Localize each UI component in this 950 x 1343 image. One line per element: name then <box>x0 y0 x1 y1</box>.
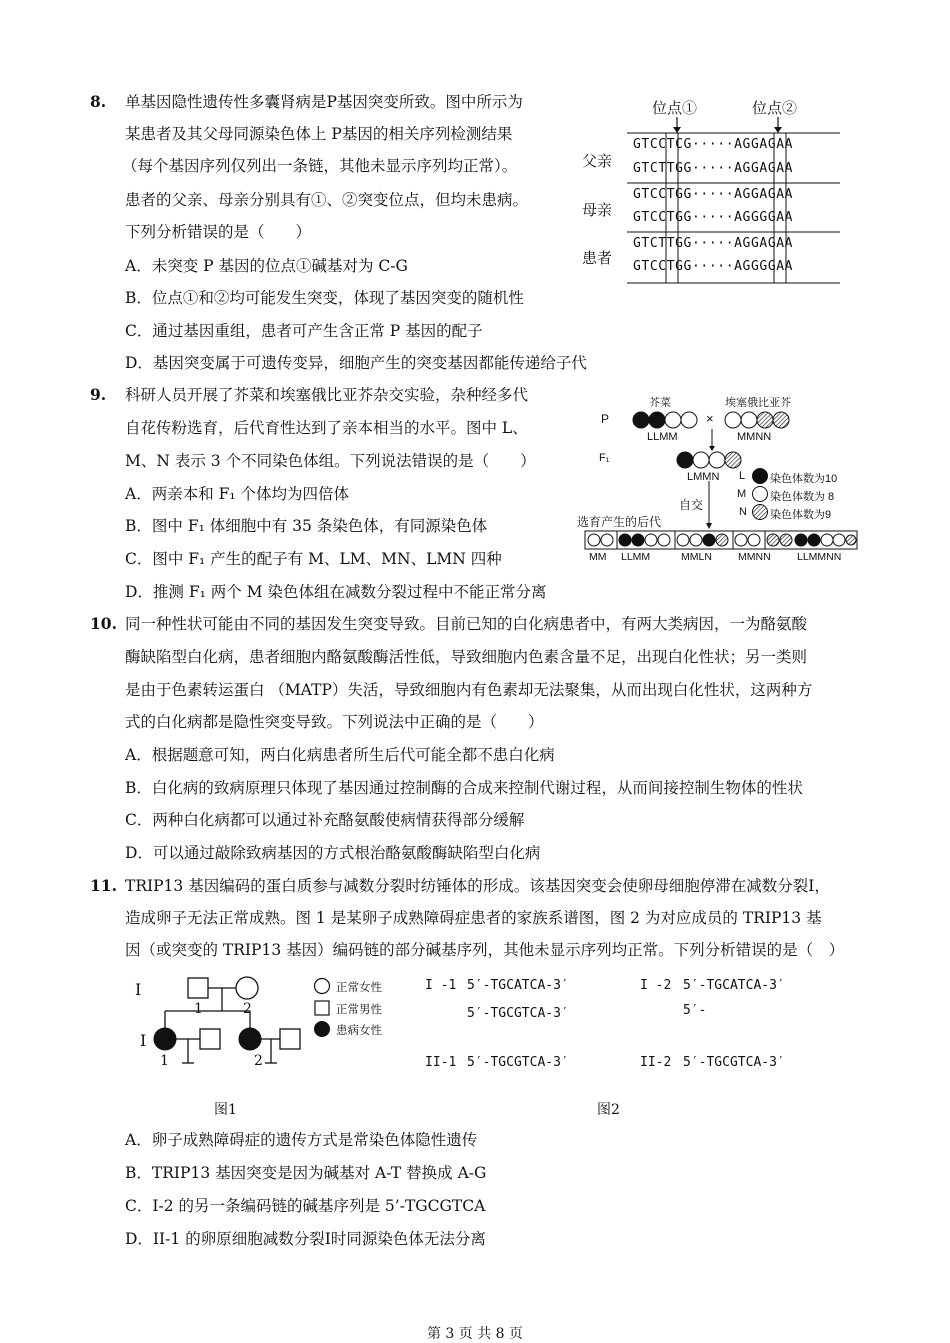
q11-option-d: D．II-1 的卵原细胞减数分裂I时同源染色体无法分离 <box>125 1230 486 1248</box>
offspring-label: MMNN <box>738 551 771 563</box>
q10-stem-line: 式的白化病都是隐性突变导致。下列说法中正确的是（ ） <box>125 713 544 731</box>
q9-option-a: A．两亲本和 F₁ 个体均为四倍体 <box>125 485 350 503</box>
q10-number: 10. <box>90 614 117 633</box>
q10-stem-line: 酶缺陷型白化病，患者细胞内酪氨酸酶活性低，导致细胞内色素含量不足，出现白化性状；另一类则 <box>125 648 808 666</box>
legend-normal-male: 正常男性 <box>336 1004 382 1016</box>
generation-two-label: I <box>140 1031 147 1050</box>
q8-stem-line: 下列分析错误的是（ ） <box>125 223 312 241</box>
q8-option-a: A．未突变 P 基因的位点①碱基对为 C-G <box>125 257 408 275</box>
legend-normal-female: 正常女性 <box>336 982 382 994</box>
q9-option-c: C．图中 F₁ 产生的配子有 M、LM、MN、LMN 四种 <box>125 550 502 568</box>
coding-sequence: 5′-TGCATCA-3′ <box>467 978 569 993</box>
sequence-row: GTCTTGG·····AGGAGAA <box>633 161 794 176</box>
member-label: I -1 <box>425 978 457 993</box>
q10-stem-line: 同一种性状可能由不同的基因发生突变导致。目前已知的白化病患者中，有两大类病因，一为酪氨酸 <box>125 615 808 633</box>
q8-stem-line: 某患者及其父母同源染色体上 P基因的相关序列检测结果 <box>125 125 513 143</box>
q10-option-c: C．两种白化病都可以通过补充酪氨酸使病情获得部分缓解 <box>125 811 525 829</box>
q11-option-c: C．I-2 的另一条编码链的碱基序列是 5’-TGCGTCA <box>125 1197 486 1215</box>
q9-number: 9. <box>90 385 107 404</box>
p-generation-label: P <box>601 412 610 426</box>
q8-option-c: C．通过基因重组，患者可产生含正常 P 基因的配子 <box>125 322 483 340</box>
q9-option-b: B．图中 F₁ 体细胞中有 35 条染色体，有同源染色体 <box>125 517 488 535</box>
mother-label: 母亲 <box>582 201 613 219</box>
member-label: I -2 <box>640 978 672 993</box>
page-footer: 第 3 页 共 8 页 <box>426 1326 524 1342</box>
legend-n: N <box>739 506 747 518</box>
offspring-title: 选育产生的后代 <box>577 515 662 529</box>
q11-option-a: A．卵子成熟障碍症的遗传方式是常染色体隐性遗传 <box>125 1131 478 1149</box>
q10-stem-line: 是由于色素转运蛋白 （MATP）失活，导致细胞内有色素却无法聚集，从而出现白化性状，这两种方 <box>125 681 813 699</box>
q9-stem-line: 自花传粉选育，后代育性达到了亲本相当的水平。图中 L、 <box>125 419 528 437</box>
generation-one-label: I <box>135 980 142 999</box>
figure2-caption: 图2 <box>597 1102 620 1118</box>
q10-option-a: A．根据题意可知，两白化病患者所生后代可能全都不患白化病 <box>125 746 555 764</box>
legend-m: M <box>737 488 747 500</box>
site2-label: 位点② <box>752 99 798 117</box>
q11-option-b: B．TRIP13 基因突变是因为碱基对 A-T 替换成 A-G <box>125 1164 487 1182</box>
q9-stem-line: 科研人员开展了芥菜和埃塞俄比亚芥杂交实验，杂种经多代 <box>125 386 529 404</box>
q8-sequence-figure <box>580 95 845 285</box>
sequence-row: GTCCTGG·····AGGGGAA <box>633 259 794 274</box>
sequence-row: GTCCTGG·····AGGAGAA <box>633 187 794 202</box>
q11-number: 11. <box>90 876 117 895</box>
sequence-row: GTCCTCG·····AGGAGAA <box>633 137 794 152</box>
figure1-caption: 图1 <box>214 1102 237 1118</box>
parent1-label: 芥菜 <box>649 397 671 409</box>
q8-option-d: D．基因突变属于可遗传变异，细胞产生的突变基因都能传递给子代 <box>125 354 587 372</box>
offspring-label: MM <box>589 551 607 563</box>
sequence-row: GTCCTGG·····AGGGGAA <box>633 210 794 225</box>
f1-generation-label: F₁ <box>599 452 610 464</box>
cross-sign: × <box>706 411 714 426</box>
offspring-label: LLMMNN <box>797 551 842 563</box>
coding-sequence: 5′-TGCGTCA-3′ <box>467 1006 569 1021</box>
q8-stem-line: 单基因隐性遗传性多囊肾病是P基因突变所致。图中所示为 <box>125 93 523 111</box>
legend-n-text: 染色体数为9 <box>770 509 832 521</box>
q9-hybrid-figure <box>575 393 865 573</box>
q10-option-b: B．白化病的致病原理只体现了基因通过控制酶的合成来控制代谢过程，从而间接控制生物体的性状 <box>125 779 803 797</box>
member-label: II-1 <box>425 1055 457 1070</box>
member-number: 1 <box>160 1053 169 1069</box>
patient-label: 患者 <box>582 249 613 267</box>
legend-affected-female: 患病女性 <box>336 1025 382 1037</box>
q8-option-b: B．位点①和②均可能发生突变，体现了基因突变的随机性 <box>125 289 524 307</box>
genotype-label: LLMM <box>647 431 678 443</box>
pedigree-chart <box>130 973 400 1123</box>
genotype-label: MMNN <box>737 431 772 443</box>
member-label: II-2 <box>640 1055 672 1070</box>
site1-label: 位点① <box>652 99 698 117</box>
q10-option-d: D．可以通过敲除致病基因的方式根治酪氨酸酶缺陷型白化病 <box>125 844 541 862</box>
q11-stem-line: 因（或突变的 TRIP13 基因）编码链的部分碱基序列，其他未显示序列均正常。下列分析错误的是（ ） <box>125 941 845 959</box>
selfing-label: 自交 <box>679 498 704 512</box>
sequence-row: GTCTTGG·····AGGAGAA <box>633 236 794 251</box>
q9-option-d: D．推测 F₁ 两个 M 染色体组在减数分裂过程中不能正常分离 <box>125 583 547 601</box>
coding-sequence: 5′- <box>683 1003 707 1018</box>
member-number: 1 <box>194 1001 203 1017</box>
coding-sequence: 5′-TGCATCA-3′ <box>683 978 785 993</box>
q11-sequence-figure <box>425 975 825 1125</box>
q8-stem-line: （每个基因序列仅列出一条链，其他未显示序列均正常）。 <box>122 157 518 175</box>
legend-l: L <box>739 470 746 482</box>
q8-number: 8. <box>90 92 107 111</box>
member-number: 2 <box>254 1053 263 1069</box>
q11-stem-line: TRIP13 基因编码的蛋白质参与减数分裂时纺锤体的形成。该基因突变会使卵母细胞停滞在减数分裂I， <box>125 877 830 895</box>
coding-sequence: 5′-TGCGTCA-3′ <box>683 1055 785 1070</box>
offspring-label: LLMM <box>621 551 651 563</box>
q8-stem-line: 患者的父亲、母亲分别具有①、②突变位点，但均未患病。 <box>125 191 529 209</box>
q9-stem-line: M、N 表示 3 个不同染色体组。下列说法错误的是（ ） <box>125 452 536 470</box>
legend-m-text: 染色体数为 8 <box>770 491 835 503</box>
member-number: 2 <box>243 1001 252 1017</box>
father-label: 父亲 <box>582 152 613 170</box>
q11-stem-line: 造成卵子无法正常成熟。图 1 是某卵子成熟障碍症患者的家族系谱图，图 2 为对应成员的 TRIP13 基 <box>125 909 822 927</box>
q11-pedigree-figure <box>130 973 400 1123</box>
parent2-label: 埃塞俄比亚芥 <box>725 397 791 409</box>
genotype-label: LMMN <box>687 471 720 483</box>
legend-l-text: 染色体数为10 <box>770 473 838 485</box>
offspring-label: MMLN <box>681 551 712 563</box>
coding-sequence: 5′-TGCGTCA-3′ <box>467 1055 569 1070</box>
